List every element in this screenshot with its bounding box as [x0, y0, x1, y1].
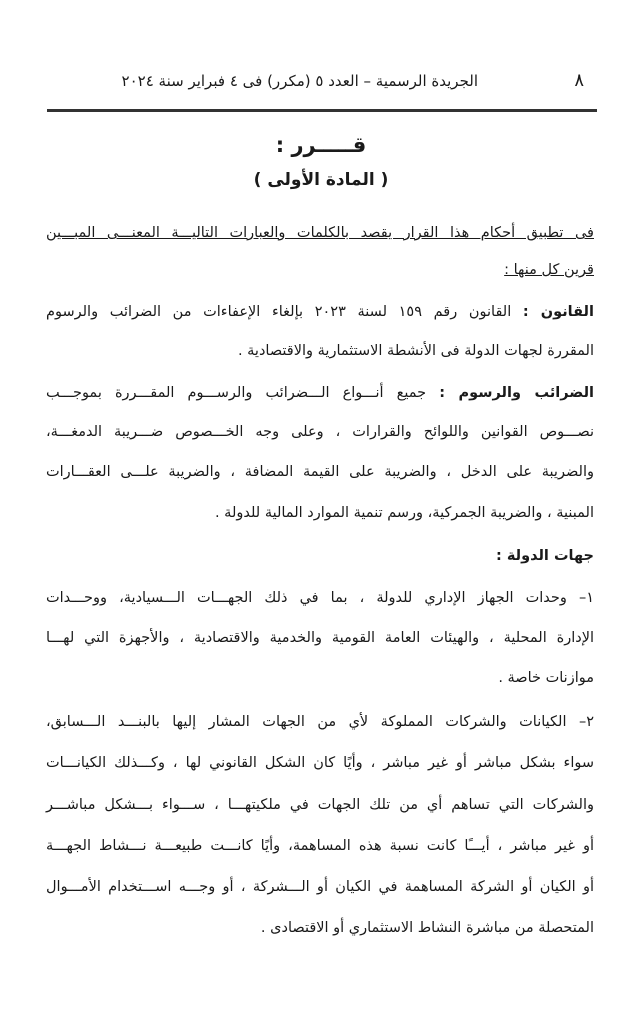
item2-line-2: سواء بشكل مباشر أو غير مباشر ، وأيًا كان الشكل القانوني لها ، وكـــذلك الكيانـــات	[46, 755, 594, 771]
law-definition-line-1	[46, 304, 594, 320]
article-heading: ( المادة الأولى )	[253, 170, 389, 190]
taxes-definition-line-4: المبنية ، والضريبة الجمركية، ورسم تنمية الموارد المالية للدولة .	[214, 505, 594, 521]
entities-term: جهات الدولة :	[496, 548, 594, 564]
item2-line-4: أو غير مباشر ، أيـــًا كانت نسبة هذه المساهمة، وأيًا كانـــت طبيعـــة نـــشاط الجهـــة	[46, 838, 594, 854]
page-header	[46, 70, 596, 100]
item2-line-6: المتحصلة من مباشرة النشاط الاستثماري أو الاقتصادى .	[260, 920, 594, 936]
page-number: ٨	[574, 70, 584, 91]
taxes-definition-line-1	[46, 385, 594, 401]
taxes-term: الضرائب والرسوم :	[439, 385, 594, 401]
item2-line-1: ٢– الكيانات والشركات المملوكة لأي من الجهات المشار إليها بالبنـــد الـــسابق،	[46, 714, 594, 730]
item1-line-1: ١– وحدات الجهاز الإداري للدولة ، بما في ذلك الجهـــات الـــسيادية، ووحـــدات	[46, 590, 594, 606]
entities-heading-line	[46, 548, 594, 564]
item1-line-2: الإدارة المحلية ، والهيئات العامة القومية والخدمية والاقتصادية ، والأجهزة التي لهـــا	[46, 630, 594, 646]
taxes-definition-text: جميع أنـــواع الـــضرائب والرســـوم المقـــررة بموجـــب	[46, 385, 440, 401]
law-definition-text: القانون رقم ١٥٩ لسنة ٢٠٢٣ بإلغاء الإعفاءات من الضرائب والرسوم	[46, 304, 523, 320]
header-rule	[47, 109, 597, 112]
decree-heading: قـــــرر :	[275, 133, 367, 157]
law-term: القانون :	[522, 304, 594, 320]
intro-line-2	[46, 262, 594, 278]
taxes-definition-line-3: والضريبة على الدخل ، والضريبة على القيمة المضافة ، والضريبة علـــى العقـــارات	[46, 464, 594, 480]
gazette-header-title: الجريدة الرسمية – العدد ٥ (مكرر) فى ٤ فبراير سنة ٢٠٢٤	[121, 72, 478, 90]
intro-line-2-text: قرين كل منها :	[504, 262, 594, 278]
item1-line-3: موازنات خاصة .	[498, 670, 594, 686]
taxes-definition-line-2: نصـــوص القوانين واللوائح والقرارات ، وعلى وجه الخـــصوص ضـــريبة الدمغـــة،	[46, 424, 594, 440]
item2-line-3: والشركات التي تساهم أي من تلك الجهات في ملكيتهـــا ، ســـواء بـــشكل مباشـــر	[46, 797, 594, 813]
law-definition-line-2: المقررة لجهات الدولة فى الأنشطة الاستثمارية والاقتصادية .	[237, 343, 594, 359]
intro-line-1: فى تطبيق أحكام هذا القرار يقصد بالكلمات والعبارات التاليـــة المعنـــى المبـــين	[46, 225, 594, 241]
item2-line-5: أو الكيان أو الشركة المساهمة في الكيان أو الـــشركة ، أو وجـــه اســـتخدام الأمـــوال	[46, 879, 594, 895]
